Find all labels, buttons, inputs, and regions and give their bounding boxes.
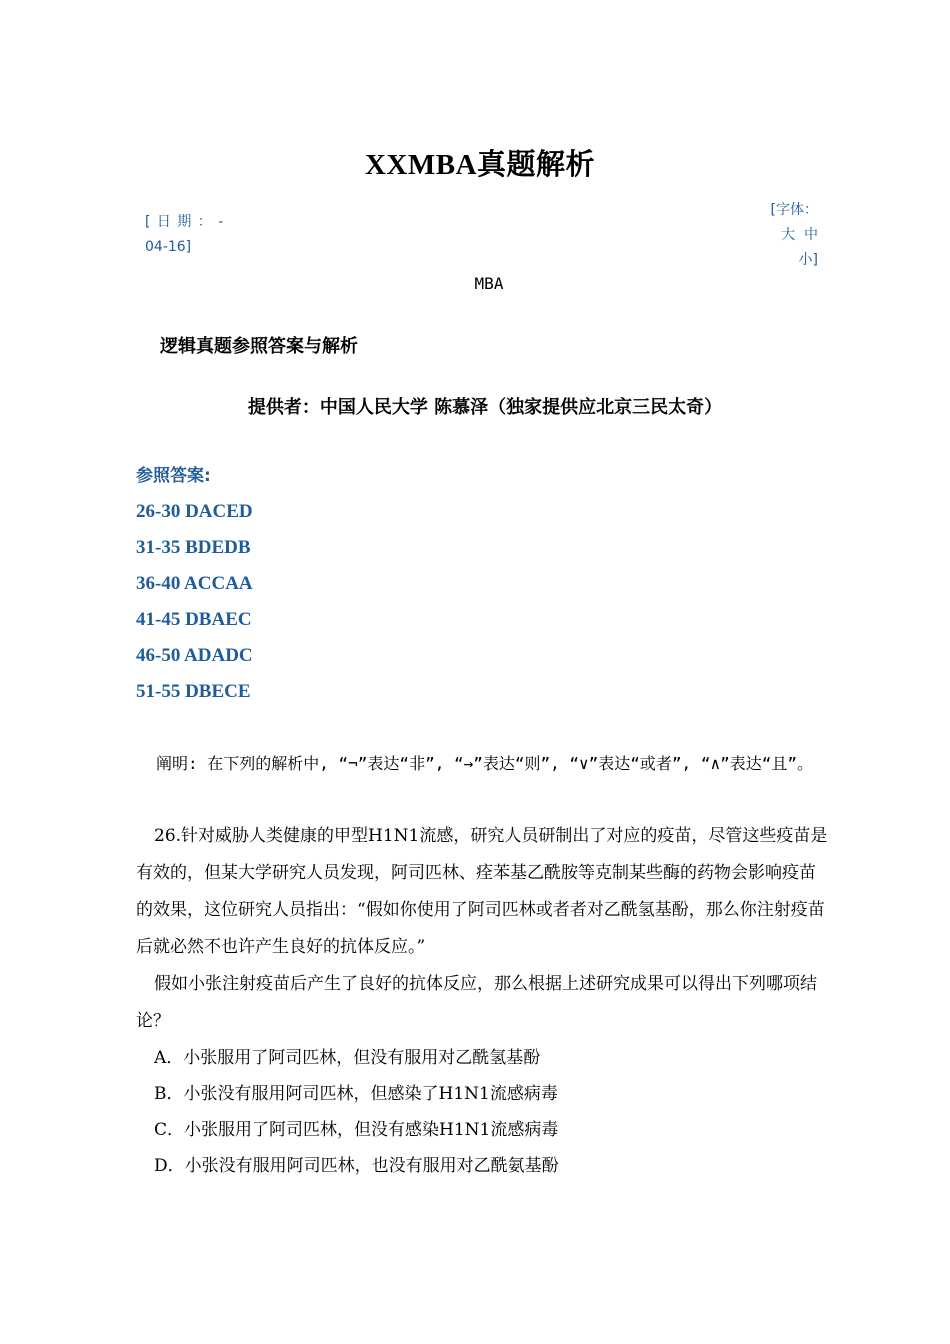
font-size-small-link[interactable]: 小] bbox=[798, 252, 818, 268]
date-info bbox=[145, 210, 235, 260]
question-stem: 26.针对威胁人类健康的甲型H1N1流感，研究人员研制出了对应的疫苗，尽管这些疫苗是有效的，但某大学研究人员发现，阿司匹林、痊苯基乙酰胺等克制某些酶的药物会影响疫苗的效果，这位研究人员指出：“假如你使用了阿司匹林或者者对乙酰氢基酚，那么你注射疫苗后就必然不也许产生良好的抗体反应。” bbox=[136, 826, 828, 957]
provider-line: 提供者：中国人民大学 陈慕泽（独家提供应北京三民太奇） bbox=[247, 397, 723, 418]
answer-row: 51-55 DBECE bbox=[136, 681, 251, 702]
answer-key bbox=[136, 462, 253, 714]
date-line-1: [ 日 期 ： - bbox=[145, 214, 224, 230]
answer-row: 26-30 DACED bbox=[136, 501, 253, 522]
date-line-2: 04-16] bbox=[145, 239, 192, 255]
option-c: C．小张服用了阿司匹林，但没有感染H1N1流感病毒 bbox=[154, 1120, 559, 1140]
page-title: XXMBA真题解析 bbox=[364, 149, 596, 181]
mba-heading: MBA bbox=[474, 274, 504, 293]
section-subtitle: 逻辑真题参照答案与解析 bbox=[160, 336, 358, 357]
answer-row: 46-50 ADADC bbox=[136, 645, 253, 666]
font-size-label: [字体： bbox=[770, 202, 818, 218]
font-size-medium-link[interactable]: 中 bbox=[804, 227, 818, 243]
font-size-control bbox=[740, 198, 818, 273]
font-size-large-link[interactable]: 大 bbox=[781, 227, 796, 243]
question-prompt: 假如小张注射疫苗后产生了良好的抗体反应，那么根据上述研究成果可以得出下列哪项结论？ bbox=[136, 974, 817, 1031]
option-d: D．小张没有服用阿司匹林，也没有服用对乙酰氨基酚 bbox=[154, 1156, 559, 1176]
answer-key-header: 参照答案: bbox=[136, 466, 211, 486]
notation-note: 阐明: 在下列的解析中, “¬”表达“非”, “→”表达“则”, “∨”表达“或者”, “∧”表达“且”。 bbox=[156, 754, 813, 773]
answer-row: 31-35 BDEDB bbox=[136, 537, 251, 558]
option-a: A．小张服用了阿司匹林，但没有服用对乙酰氢基酚 bbox=[154, 1048, 541, 1068]
question-26 bbox=[136, 818, 828, 1184]
answer-row: 36-40 ACCAA bbox=[136, 573, 253, 594]
answer-row: 41-45 DBAEC bbox=[136, 609, 252, 630]
option-b: B．小张没有服用阿司匹林，但感染了H1N1流感病毒 bbox=[154, 1084, 558, 1104]
